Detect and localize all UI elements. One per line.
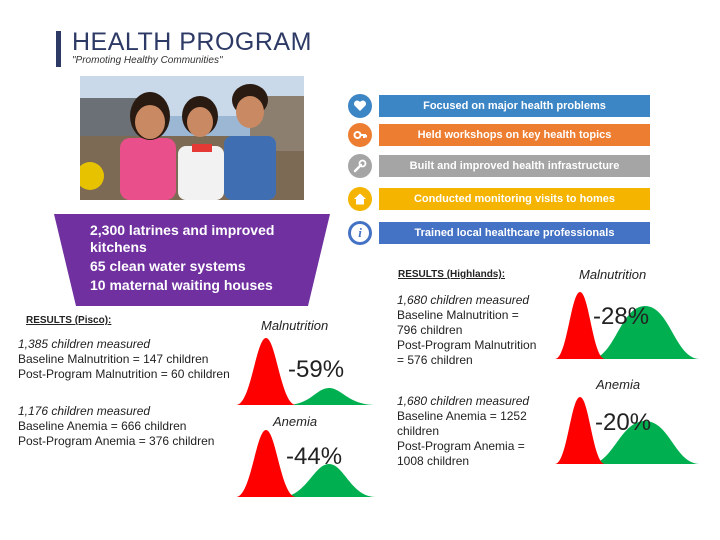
stat-water-systems: 65 clean water systems <box>90 258 246 274</box>
measured-count: 1,680 children measured <box>397 394 530 408</box>
activity-bar: Trained local healthcare professionals <box>379 222 650 244</box>
activity-bar: Conducted monitoring visits to homes <box>379 188 650 210</box>
post-program-count: Post-Program Anemia = <box>397 439 525 453</box>
stat-latrines: 2,300 latrines and improved <box>90 222 275 238</box>
info-icon: i <box>348 221 372 245</box>
pisco-anemia-text <box>18 404 214 449</box>
pisco-malnutrition-label: Malnutrition <box>261 318 329 333</box>
post-program-count: Post-Program Malnutrition = 60 children <box>18 367 230 381</box>
post-program-count-cont: = 576 children <box>397 353 473 367</box>
program-stats-box <box>54 214 330 306</box>
pisco-anemia-percent: -44% <box>286 443 343 470</box>
highlands-malnutrition-text <box>397 293 536 368</box>
highlands-results-heading: RESULTS (Highlands): <box>398 269 506 280</box>
activity-bar: Focused on major health problems <box>379 95 650 117</box>
house-icon <box>348 187 372 211</box>
post-program-count-cont: 1008 children <box>397 454 470 468</box>
highlands-anemia-text <box>397 394 529 469</box>
post-program-curve <box>286 388 376 405</box>
page-subtitle: "Promoting Healthy Communities" <box>72 55 223 66</box>
key-icon <box>348 123 372 147</box>
measured-count: 1,176 children measured <box>18 404 151 418</box>
baseline-count-cont: 796 children <box>397 323 463 337</box>
title-accent-bar <box>56 31 61 67</box>
activity-bar: Built and improved health infrastructure <box>379 155 650 177</box>
baseline-count: Baseline Malnutrition = <box>397 308 519 322</box>
page-title: HEALTH PROGRAM <box>72 28 312 56</box>
post-program-count: Post-Program Anemia = 376 children <box>18 434 215 448</box>
pisco-malnutrition-text <box>18 337 230 382</box>
highlands-malnutrition-label: Malnutrition <box>579 267 647 282</box>
heart-icon <box>348 94 372 118</box>
baseline-count: Baseline Anemia = 1252 <box>397 409 527 423</box>
highlands-malnutrition-percent: -28% <box>593 303 650 330</box>
measured-count: 1,680 children measured <box>397 293 530 307</box>
wrench-icon <box>348 154 372 178</box>
pisco-malnutrition-percent: -59% <box>288 356 345 383</box>
post-program-count: Post-Program Malnutrition <box>397 338 537 352</box>
highlands-anemia-percent: -20% <box>595 409 652 436</box>
stat-waiting-houses: 10 maternal waiting houses <box>90 277 273 293</box>
stat-kitchens: kitchens <box>90 239 147 255</box>
baseline-count: Baseline Malnutrition = 147 children <box>18 352 209 366</box>
highlands-anemia-label: Anemia <box>596 377 641 392</box>
pisco-anemia-label: Anemia <box>273 414 318 429</box>
baseline-count: Baseline Anemia = 666 children <box>18 419 187 433</box>
baseline-curve <box>236 338 296 405</box>
baseline-count-cont: children <box>397 424 440 438</box>
pisco-results-heading: RESULTS (Pisco): <box>26 315 112 326</box>
children-photo <box>80 76 304 200</box>
activity-bar: Held workshops on key health topics <box>379 124 650 146</box>
measured-count: 1,385 children measured <box>18 337 151 351</box>
